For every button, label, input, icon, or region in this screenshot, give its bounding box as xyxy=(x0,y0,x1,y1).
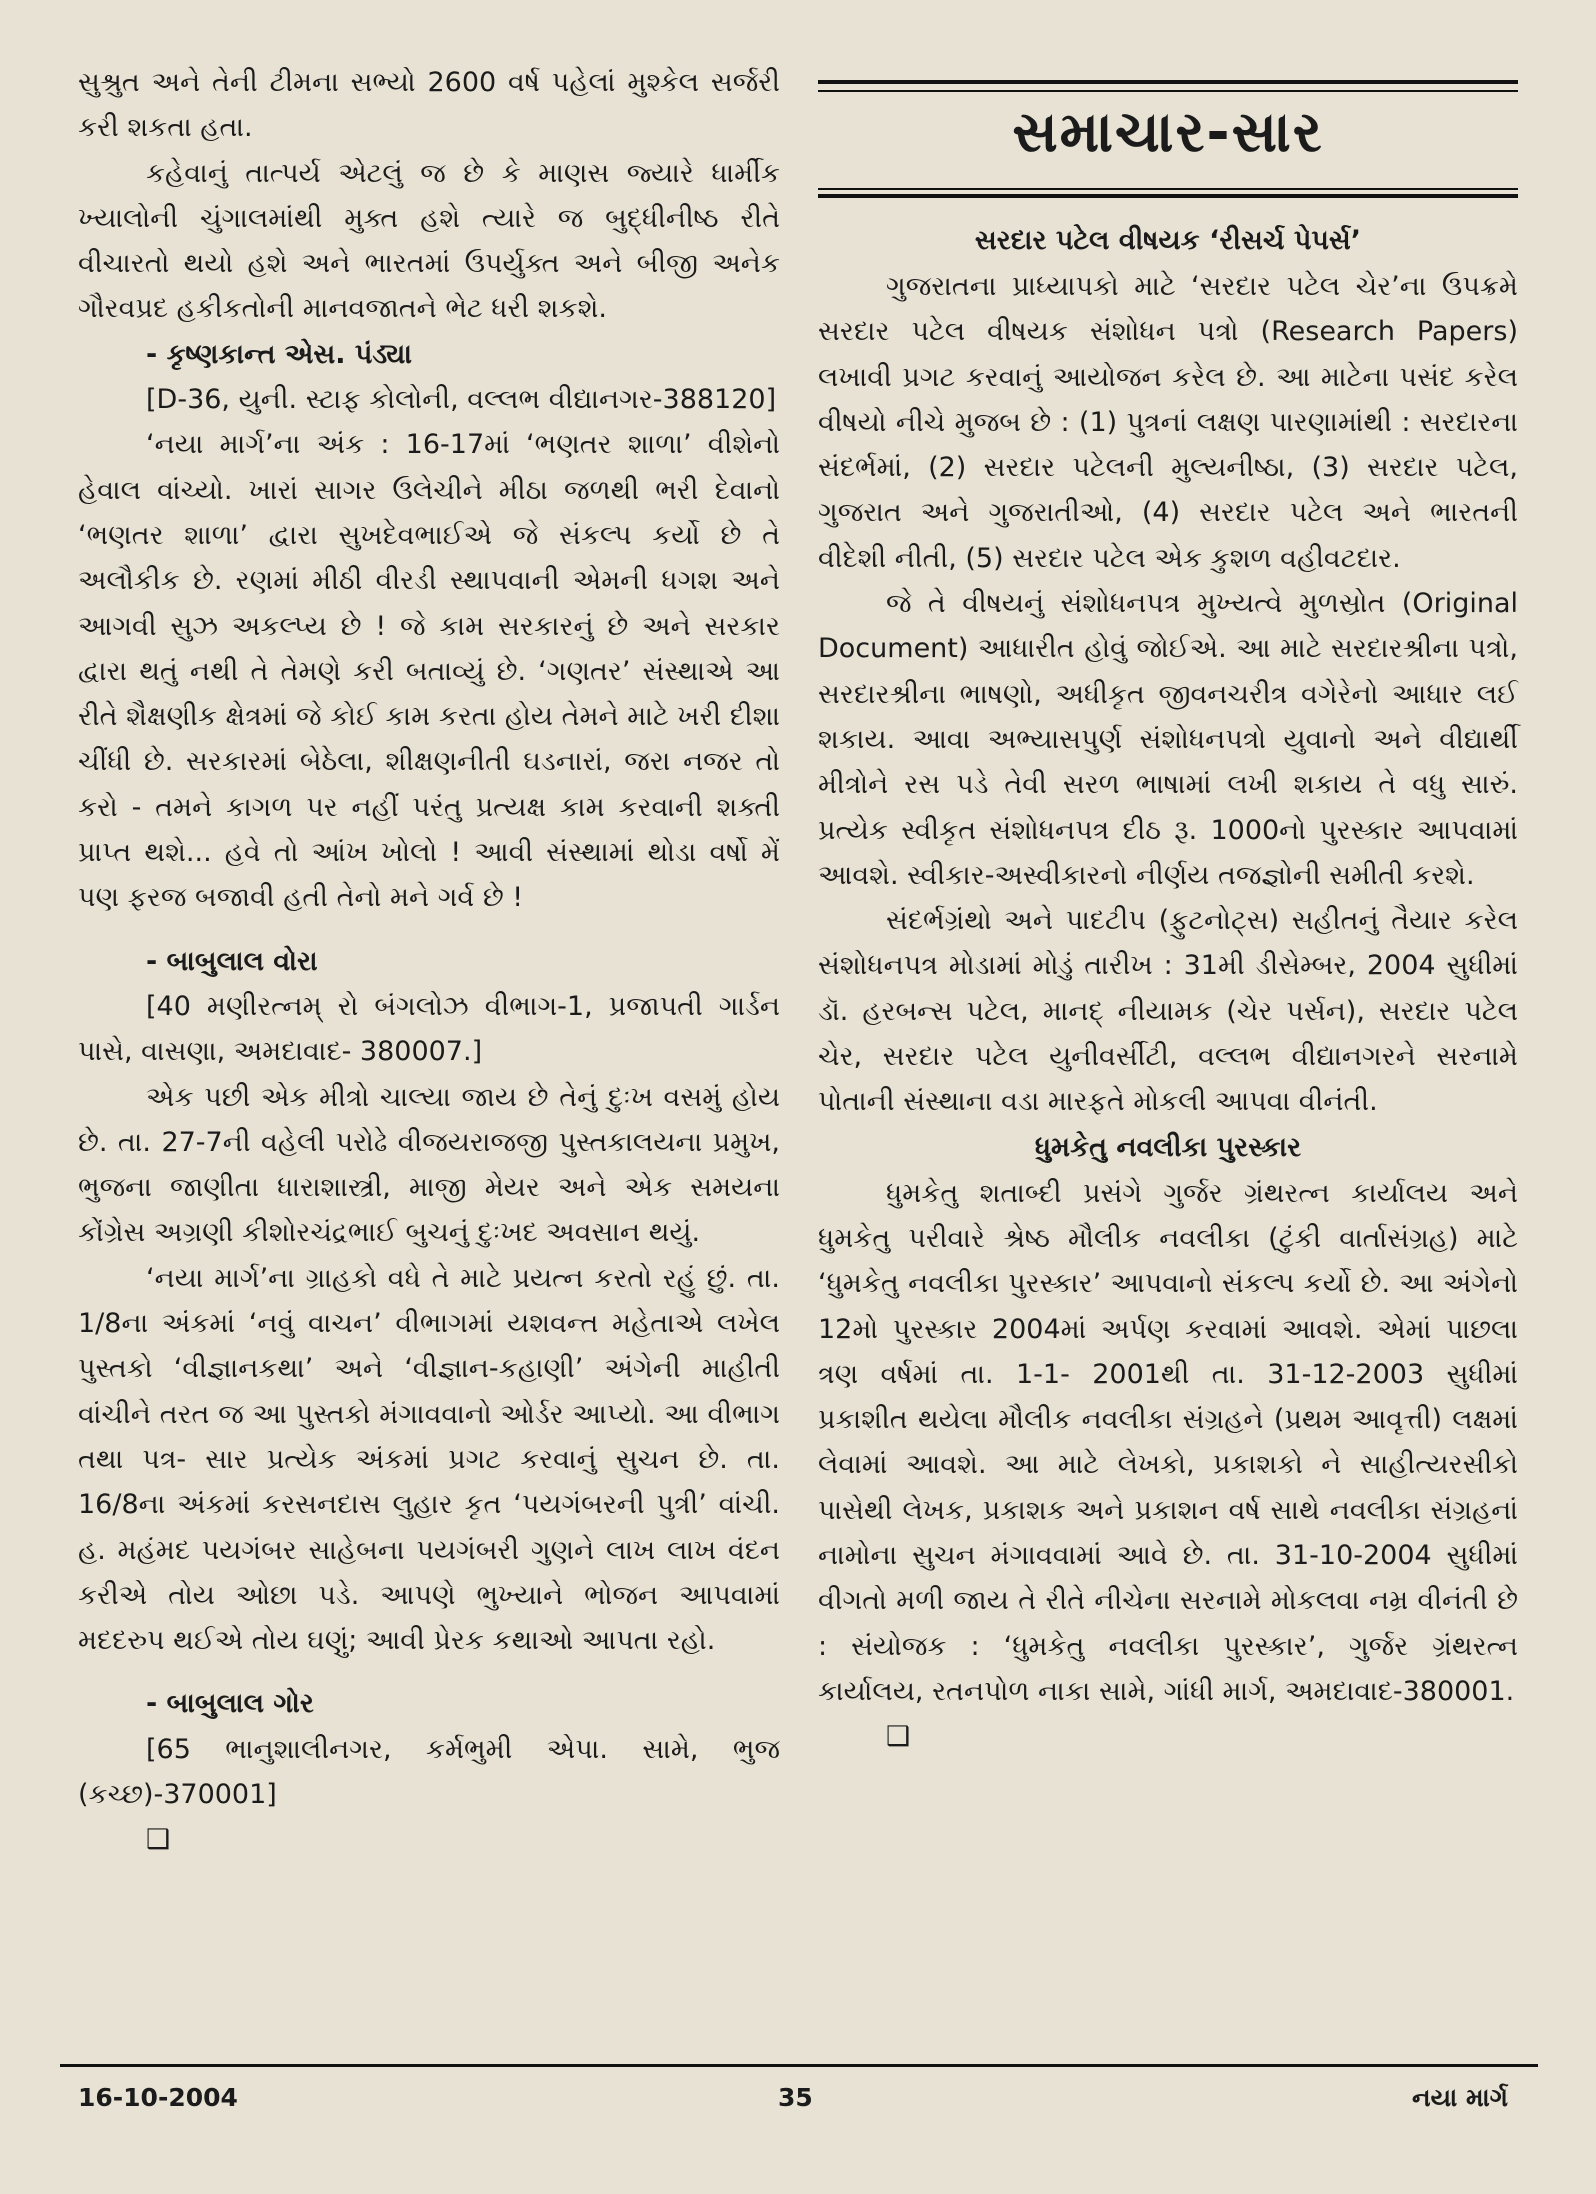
end-mark: ❑ xyxy=(886,1721,911,1753)
paragraph: ‘નયા માર્ગ’ના અંક : 16-17માં ‘ભણતર શાળા’ વીશેનો હેવાલ વાંચ્યો. ખારાં સાગર ઉલેચીને મીઠા જળથી ભરી દેવાનો ‘ભણતર શાળા’ દ્વારા સુખદેવભાઈએ જે સંકલ્પ કર્યો છે તે અલૌકીક છે. રણમાં મીઠી વીરડી સ્થાપવાની એમની ધગશ અને આગવી સુઝ અકલ્પ્ય છે ! જે કામ સરકારનું છે અને સરકાર દ્વારા થતું નથી તે તેમણે કરી બતાવ્યું છે. ‘ગણતર’ સંસ્થાએ આ રીતે શૈક્ષણીક ક્ષેત્રમાં જે કોઈ કામ કરતા હોય તેમને માટે ખરી દીશા ચીંધી છે. સરકારમાં બેઠેલા, શીક્ષણનીતી ઘડનારાં, જરા નજર તો કરો - તમને કાગળ પર નહીં પરંતુ પ્રત્યક્ષ કામ કરવાની શક્તી પ્રાપ્ત થશે... હવે તો આંખ ખોલો ! આવી સંસ્થામાં થોડા વર્ષો મેં પણ ફરજ બજાવી હતી તેનો મને ગર્વ છે ! xyxy=(78,429,780,914)
paragraph: ગુજરાતના પ્રાધ્યાપકો માટે ‘સરદાર પટેલ ચેર’ના ઉપક્રમે સરદાર પટેલ વીષયક સંશોધન પત્રો (Research Papers) લખાવી પ્રગટ કરવાનું આયોજન કરેલ છે. આ માટેના પસંદ કરેલ વીષયો નીચે મુજબ છે : (1) પુત્રનાં લક્ષણ પારણામાંથી : સરદારના સંદર્ભમાં, (2) સરદાર પટેલની મુલ્યનીષ્ઠા, (3) સરદાર પટેલ, ગુજરાત અને ગુજરાતીઓ, (4) સરદાર પટેલ અને ભારતની વીદેશી નીતી, (5) સરદાર પટેલ એક કુશળ વહીવટદાર. xyxy=(818,271,1518,574)
magazine-name: નયા માર્ગ xyxy=(1412,2083,1508,2112)
paragraph: જે તે વીષયનું સંશોધનપત્ર મુખ્યત્વે મુળસ્રોત (Original Document) આધારીત હોવું જોઈએ. આ માટે સરદારશ્રીના પત્રો, સરદારશ્રીના ભાષણો, અધીકૃત જીવનચરીત્ર વગેરેનો આધાર લઈ શકાય. આવા અભ્યાસપુર્ણ સંશોધનપત્રો યુવાનો અને વીદ્યાર્થી મીત્રોને રસ પડે તેવી સરળ ભાષામાં લખી શકાય તે વધુ સારું. પ્રત્યેક સ્વીકૃત સંશોધનપત્ર દીઠ રૂ. 1000નો પુરસ્કાર આપવામાં આવશે. સ્વીકાર-અસ્વીકારનો નીર્ણય તજજ્ઞોની સમીતી કરશે. xyxy=(818,588,1518,891)
author-signature: - કૃષ્ણકાન્ત એસ. પંડ્યા xyxy=(146,338,412,370)
paragraph: ‘નયા માર્ગ’ના ગ્રાહકો વધે તે માટે પ્રયત્ન કરતો રહું છું. તા. 1/8ના અંકમાં ‘નવું વાચન’ વીભાગમાં યશવન્ત મહેતાએ લખેલ પુસ્તકો ‘વીજ્ઞાનકથા’ અને ‘વીજ્ઞાન-કહાણી’ અંગેની માહીતી વાંચીને તરત જ આ પુસ્તકો મંગાવવાનો ઓર્ડર આપ્યો. આ વીભાગ તથા પત્ર- સાર પ્રત્યેક અંકમાં પ્રગટ કરવાનું સુચન છે. તા. 16/8ના અંકમાં કરસનદાસ લુહાર કૃત ‘પયગંબરની પુત્રી’ વાંચી. હ. મહંમદ પયગંબર સાહેબના પયગંબરી ગુણને લાખ લાખ વંદન કરીએ તોય ઓછા પડે. આપણે ભુખ્યાને ભોજન આપવામાં મદદરુપ થઈએ તોય ઘણું; આવી પ્રેરક કથાઓ આપતા રહો. xyxy=(78,1262,780,1657)
end-mark: ❑ xyxy=(146,1824,171,1856)
author-address: [65 ભાનુશાલીનગર, કર્મભુમી એપા. સામે, ભુજ (કચ્છ)-370001] xyxy=(78,1733,780,1810)
author-signature: - બાબુલાલ ગોર xyxy=(146,1688,314,1720)
masthead-rule xyxy=(818,194,1518,198)
author-address: [D-36, યુની. સ્ટાફ કોલોની, વલ્લભ વીદ્યાનગર-388120] xyxy=(146,384,777,416)
paragraph: ધુમકેતુ શતાબ્દી પ્રસંગે ગુર્જર ગ્રંથરત્ન કાર્યાલય અને ધુમકેતુ પરીવારે શ્રેષ્ઠ મૌલીક નવલીકા (ટુંકી વાર્તાસંગ્રહ) માટે ‘ધુમકેતુ નવલીકા પુરસ્કાર’ આપવાનો સંકલ્પ કર્યો છે. આ અંગેનો 12મો પુરસ્કાર 2004માં અર્પણ કરવામાં આવશે. એમાં પાછલા ત્રણ વર્ષમાં તા. 1-1- 2001થી તા. 31-12-2003 સુધીમાં પ્રકાશીત થયેલા મૌલીક નવલીકા સંગ્રહને (પ્રથમ આવૃત્તી) લક્ષમાં લેવામાં આવશે. આ માટે લેખકો, પ્રકાશકો ને સાહીત્યરસીકો પાસેથી લેખક, પ્રકાશક અને પ્રકાશન વર્ષ સાથે નવલીકા સંગ્રહનાં નામોના સુચન મંગાવવામાં આવે છે. તા. 31-10-2004 સુધીમાં વીગતો મળી જાય તે રીતે નીચેના સરનામે મોકલવા નમ્ર વીનંતી છે : સંયોજક : ‘ધુમકેતુ નવલીકા પુરસ્કાર’, ગુર્જર ગ્રંથરત્ન કાર્યાલય, રતનપોળ નાકા સામે, ગાંધી માર્ગ, અમદાવાદ-380001. xyxy=(818,1177,1518,1707)
paragraph: એક પછી એક મીત્રો ચાલ્યા જાય છે તેનું દુઃખ વસમું હોય છે. તા. 27-7ની વહેલી પરોઢે વીજયરાજજી પુસ્તકાલયના પ્રમુખ, ભુજના જાણીતા ધારાશાસ્ત્રી, માજી મેયર અને એક સમયના કોંગ્રેસ અગ્રણી કીશોરચંદ્રભાઈ બુચનું દુઃખદ અવસાન થયું. xyxy=(78,1081,780,1249)
author-address: [40 મણીરત્નમ્ રો બંગલોઝ વીભાગ-1, પ્રજાપતી ગાર્ડન પાસે, વાસણા, અમદાવાદ- 380007.] xyxy=(78,990,780,1068)
masthead-rule xyxy=(818,90,1518,92)
issue-date: 16-10-2004 xyxy=(78,2083,238,2112)
paragraph: સુશ્રુત અને તેની ટીમના સભ્યો 2600 વર્ષ પહેલાં મુશ્કેલ સર્જરી કરી શકતા હતા. xyxy=(78,67,780,144)
section-masthead xyxy=(818,60,1518,200)
article-heading: ધુમકેતુ નવલીકા પુરસ્કાર xyxy=(1034,1131,1302,1163)
author-signature: - બાબુલાલ વોરા xyxy=(146,945,318,977)
footer-rule xyxy=(60,2064,1538,2067)
article-heading: સરદાર પટેલ વીષયક ‘રીસર્ચ પેપર્સ’ xyxy=(974,225,1362,256)
section-title: સમાચાર-સાર xyxy=(1012,100,1324,165)
paragraph: સંદર્ભગ્રંથો અને પાદટીપ (ફુટનોટ્સ) સહીતનું તૈયાર કરેલ સંશોધનપત્ર મોડામાં મોડું તારીખ : 31મી ડીસેમ્બર, 2004 સુધીમાં ડૉ. હરબન્સ પટેલ, માનદ્ નીયામક (ચેર પર્સન), સરદાર પટેલ ચેર, સરદાર પટેલ યુનીવર્સીટી, વલ્લભ વીદ્યાનગરને સરનામે પોતાની સંસ્થાના વડા મારફતે મોકલી આપવા વીનંતી. xyxy=(818,905,1518,1118)
paragraph: કહેવાનું તાત્પર્ય એટલું જ છે કે માણસ જ્યારે ધાર્મીક ખ્યાલોની ચુંગાલમાંથી મુક્ત હશે ત્યારે જ બુદ્ધીનીષ્ઠ રીતે વીચારતો થયો હશે અને ભારતમાં ઉપર્યુક્ત અને બીજી અનેક ગૌરવપ્રદ હકીકતોની માનવજાતને ભેટ ધરી શકશે. xyxy=(78,157,780,325)
masthead-rule xyxy=(818,188,1518,190)
masthead-rule xyxy=(818,80,1518,84)
right-column xyxy=(818,60,1518,1760)
left-column xyxy=(78,60,780,1863)
page-number: 35 xyxy=(778,2083,813,2112)
